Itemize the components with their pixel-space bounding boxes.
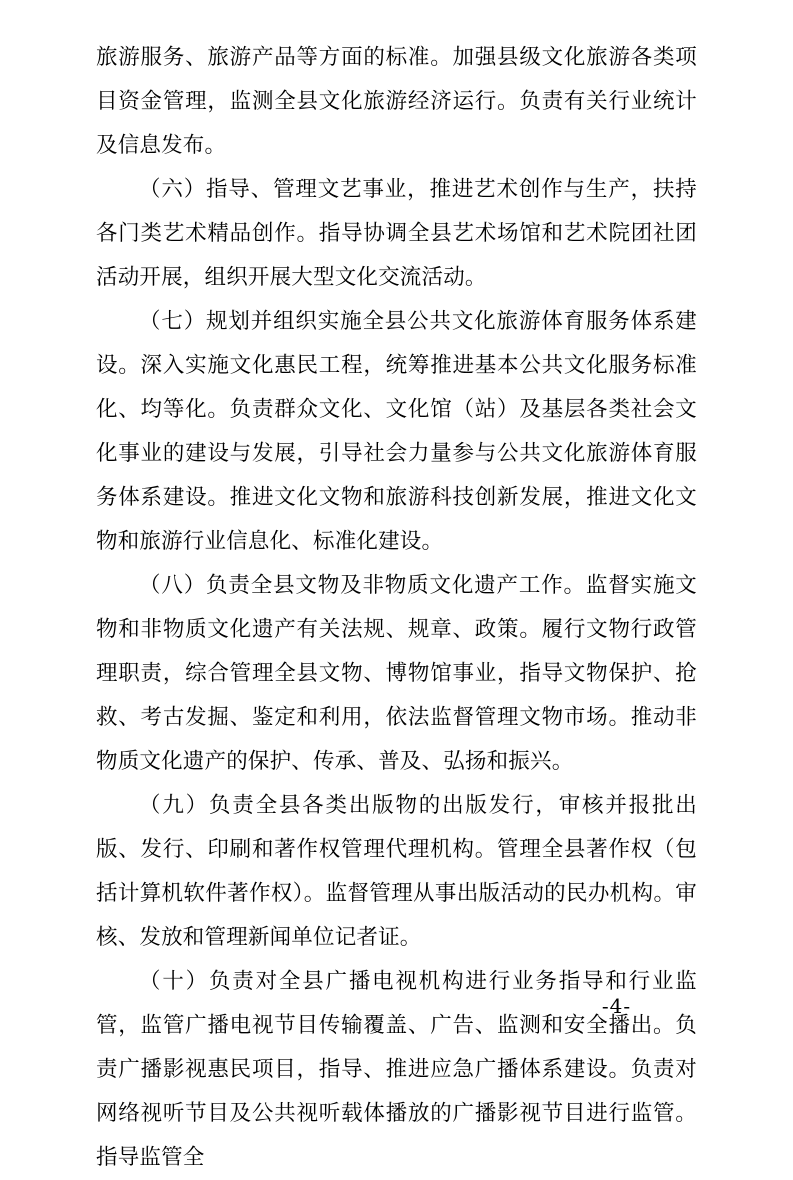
- paragraph-item-seven: （七）规划并组织实施全县公共文化旅游体育服务体系建设。深入实施文化惠民工程，统筹推进基本公共文化服务标准化、均等化。负责群众文化、文化馆（站）及基层各类社会文化事业的建设与发展，引导社会力量参与公共文化旅游体育服务体系建设。推进文化文物和旅游科技创新发展，推进文化文物和旅游行业信息化、标准化建设。: [96, 309, 697, 554]
- paragraph-item-ten: （十）负责对全县广播电视机构进行业务指导和行业监管，监管广播电视节目传输覆盖、广告、监测和安全播出。负责广播影视惠民项目，指导、推进应急广播体系建设。负责对网络视听节目及公共视听载体播放的广播影视节目进行监管。指导监管全: [96, 969, 697, 1170]
- paragraph-item-nine: （九）负责全县各类出版物的出版发行，审核并报批出版、发行、印刷和著作权管理代理机构。管理全县著作权（包括计算机软件著作权）。监督管理从事出版活动的民办机构。审核、发放和管理新闻单位记者证。: [96, 793, 697, 950]
- paragraph-continued: 旅游服务、旅游产品等方面的标准。加强县级文化旅游各类项目资金管理，监测全县文化旅游经济运行。负责有关行业统计及信息发布。: [96, 45, 697, 158]
- paragraph-item-eight: （八）负责全县文物及非物质文化遗产工作。监督实施文物和非物质文化遗产有关法规、规章、政策。履行文物行政管理职责，综合管理全县文物、博物馆事业，指导文物保护、抢救、考古发掘、鉴定和利用，依法监督管理文物市场。推动非物质文化遗产的保护、传承、普及、弘扬和振兴。: [96, 573, 697, 774]
- page-number: -4-: [601, 994, 632, 1018]
- paragraph-item-six: （六）指导、管理文艺事业，推进艺术创作与生产，扶持各门类艺术精品创作。指导协调全县艺术场馆和艺术院团社团活动开展，组织开展大型文化交流活动。: [96, 177, 697, 290]
